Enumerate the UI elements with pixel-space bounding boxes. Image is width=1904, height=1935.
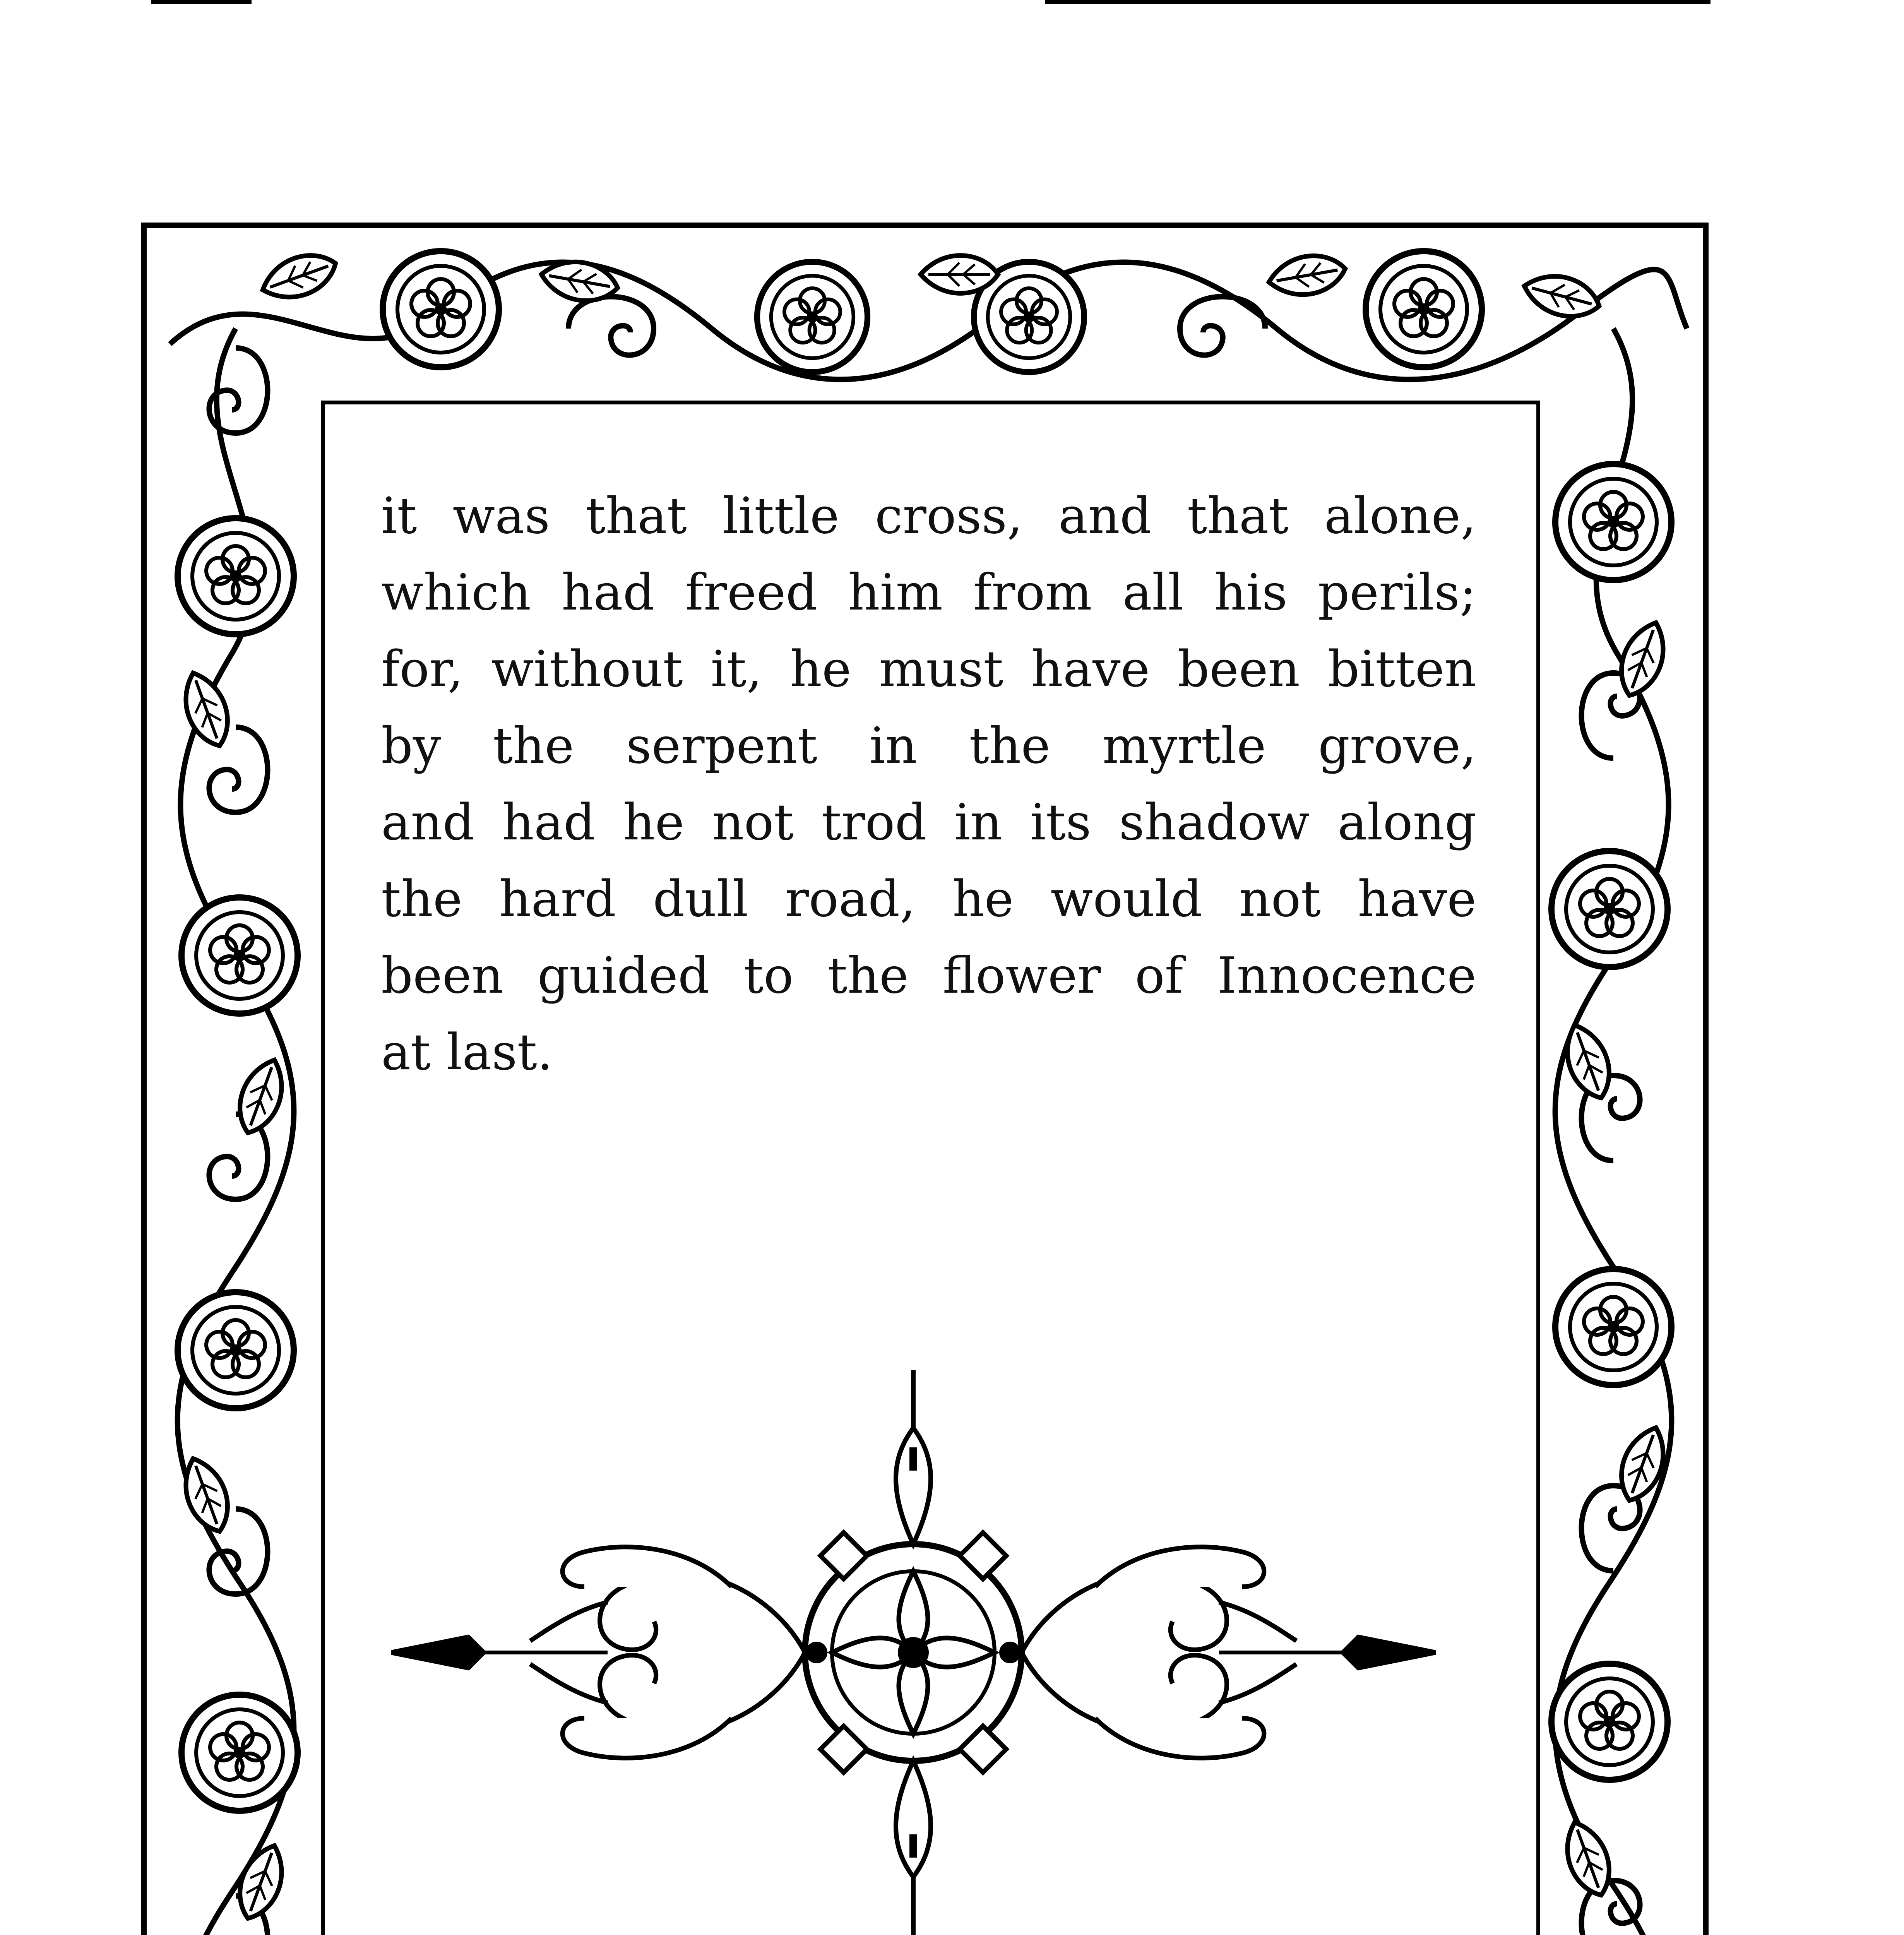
text-line	[381, 708, 1476, 784]
word: road,	[785, 870, 916, 928]
body-text	[381, 478, 1476, 1091]
word: not	[712, 794, 794, 851]
word: he	[623, 794, 685, 851]
word: had	[502, 794, 596, 851]
word: its	[1030, 794, 1091, 851]
text-line	[381, 938, 1476, 1014]
top-edge-rule	[1045, 0, 1711, 13]
word: his	[1214, 564, 1288, 622]
word: in	[869, 717, 917, 775]
word: he	[952, 870, 1014, 928]
word: to	[743, 947, 794, 1005]
word: freed	[685, 564, 818, 622]
word: serpent	[626, 717, 818, 775]
word: that	[586, 487, 687, 545]
text-line	[381, 478, 1476, 555]
word: been	[381, 947, 503, 1005]
word: without	[491, 640, 683, 698]
text-line	[381, 631, 1476, 708]
word: by	[381, 717, 441, 775]
word: was	[452, 487, 550, 545]
top-edge-mark	[151, 0, 252, 10]
word: which	[381, 564, 531, 622]
scroll-vignette-ornament	[391, 1370, 1436, 1935]
word: shadow	[1119, 794, 1310, 851]
word: must	[879, 640, 1003, 698]
word: it	[381, 487, 417, 545]
word: have	[1358, 870, 1476, 928]
word: and	[381, 794, 474, 851]
word: not	[1239, 870, 1321, 928]
word: from	[973, 564, 1092, 622]
word: in	[954, 794, 1002, 851]
word: the	[493, 717, 574, 775]
text-line	[381, 784, 1476, 861]
word: would	[1050, 870, 1202, 928]
word: dull	[653, 870, 748, 928]
word: perils;	[1318, 564, 1476, 622]
word: Innocence	[1217, 947, 1476, 1005]
text-line	[381, 861, 1476, 938]
word: hard	[499, 870, 616, 928]
word: cross,	[875, 487, 1023, 545]
word: and	[1058, 487, 1152, 545]
word: had	[561, 564, 655, 622]
word: he	[790, 640, 851, 698]
word: the	[827, 947, 909, 1005]
word: the	[381, 870, 462, 928]
word: the	[969, 717, 1051, 775]
word: along	[1337, 794, 1476, 851]
word: alone,	[1324, 487, 1476, 545]
word: all	[1122, 564, 1184, 622]
word: for,	[381, 640, 464, 698]
word: it,	[711, 640, 762, 698]
text-line: at last.	[381, 1024, 553, 1081]
text-line	[381, 555, 1476, 631]
word: trod	[821, 794, 927, 851]
word: that	[1187, 487, 1289, 545]
word: guided	[537, 947, 710, 1005]
word: of	[1135, 947, 1183, 1005]
word: been	[1178, 640, 1300, 698]
word: little	[723, 487, 839, 545]
word: myrtle	[1102, 717, 1266, 775]
word: flower	[942, 947, 1101, 1005]
word: have	[1031, 640, 1150, 698]
word: grove,	[1318, 717, 1476, 775]
word: him	[848, 564, 943, 622]
word: bitten	[1328, 640, 1476, 698]
